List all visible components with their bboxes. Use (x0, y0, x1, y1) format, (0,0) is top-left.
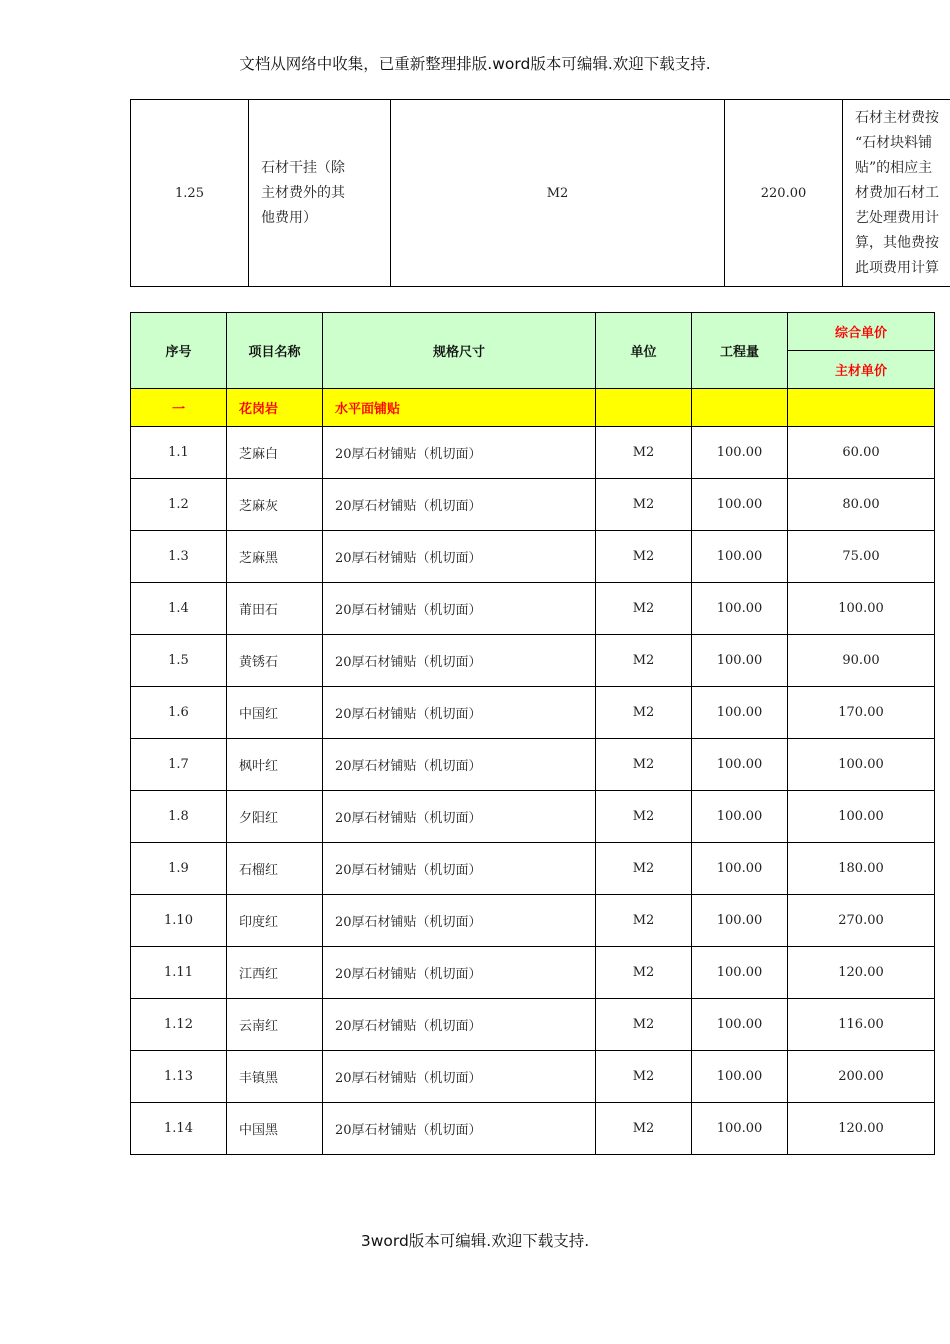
row-quantity: 220.00 (725, 100, 843, 287)
table-row (131, 427, 935, 479)
page-header-note: 文档从网络中收集，已重新整理排版.word版本可编辑.欢迎下载支持. (239, 55, 711, 73)
section-row (131, 389, 935, 427)
row-price: 100.00 (788, 791, 935, 843)
row-name: 芝麻灰 (227, 479, 323, 531)
row-name: 中国红 (227, 687, 323, 739)
row-price: 80.00 (788, 479, 935, 531)
row-price: 200.00 (788, 1051, 935, 1103)
price-table (130, 312, 935, 1155)
row-name-line: 主材费外的其 (261, 184, 345, 201)
row-unit: M2 (596, 635, 692, 687)
row-name: 芝麻黑 (227, 531, 323, 583)
row-number: 1.7 (131, 739, 227, 791)
row-unit: M2 (596, 843, 692, 895)
row-name: 石榴红 (227, 843, 323, 895)
row-spec: 20厚石材铺贴（机切面） (323, 739, 596, 791)
row-spec: 20厚石材铺贴（机切面） (323, 791, 596, 843)
row-unit: M2 (596, 739, 692, 791)
row-name: 丰镇黑 (227, 1051, 323, 1103)
table-row (131, 791, 935, 843)
row-unit: M2 (596, 947, 692, 999)
row-name-line: 石材干挂（除 (261, 159, 345, 176)
row-spec: 20厚石材铺贴（机切面） (323, 843, 596, 895)
row-unit: M2 (596, 687, 692, 739)
row-quantity: 100.00 (692, 843, 788, 895)
row-unit: M2 (596, 1103, 692, 1155)
row-number: 1.13 (131, 1051, 227, 1103)
row-quantity: 100.00 (692, 895, 788, 947)
row-number: 1.25 (131, 100, 249, 287)
row-note-line: 石材主材费按 (855, 109, 939, 126)
header-material-price: 主材单价 (788, 351, 935, 389)
row-quantity: 100.00 (692, 531, 788, 583)
row-price: 120.00 (788, 947, 935, 999)
row-name: 莆田石 (227, 583, 323, 635)
row-price: 116.00 (788, 999, 935, 1051)
row-number: 1.2 (131, 479, 227, 531)
row-price: 100.00 (788, 583, 935, 635)
row-name: 云南红 (227, 999, 323, 1051)
row-note-line: 材费加石材工 (855, 184, 939, 201)
row-spec: 20厚石材铺贴（机切面） (323, 1103, 596, 1155)
row-price: 75.00 (788, 531, 935, 583)
row-number: 1.1 (131, 427, 227, 479)
row-unit: M2 (596, 531, 692, 583)
row-number: 1.11 (131, 947, 227, 999)
row-note-line: 贴”的相应主 (855, 159, 933, 176)
row-spec: 20厚石材铺贴（机切面） (323, 1051, 596, 1103)
row-number: 1.14 (131, 1103, 227, 1155)
row-spec: 20厚石材铺贴（机切面） (323, 583, 596, 635)
table-row (131, 739, 935, 791)
table-header-row (131, 313, 935, 351)
row-price: 90.00 (788, 635, 935, 687)
table-row (131, 687, 935, 739)
row-unit: M2 (596, 791, 692, 843)
row-spec: 20厚石材铺贴（机切面） (323, 427, 596, 479)
row-name-line: 他费用） (261, 209, 317, 226)
header-spec: 规格尺寸 (323, 313, 596, 389)
row-spec: 20厚石材铺贴（机切面） (323, 947, 596, 999)
row-spec: 20厚石材铺贴（机切面） (323, 635, 596, 687)
row-price: 60.00 (788, 427, 935, 479)
row-number: 1.8 (131, 791, 227, 843)
table-row (131, 947, 935, 999)
row-spec: 20厚石材铺贴（机切面） (323, 999, 596, 1051)
header-composite-price: 综合单价 (788, 313, 935, 351)
row-unit: M2 (596, 1051, 692, 1103)
table-row (131, 479, 935, 531)
row-unit: M2 (596, 583, 692, 635)
row-name: 枫叶红 (227, 739, 323, 791)
row-name: 黄锈石 (227, 635, 323, 687)
row-number: 1.5 (131, 635, 227, 687)
header-unit: 单位 (596, 313, 692, 389)
row-number: 1.4 (131, 583, 227, 635)
row-number: 1.3 (131, 531, 227, 583)
table-row (131, 531, 935, 583)
table-body (131, 427, 935, 1155)
row-quantity: 100.00 (692, 947, 788, 999)
row-name: 中国黑 (227, 1103, 323, 1155)
row-price: 180.00 (788, 843, 935, 895)
row-name: 夕阳红 (227, 791, 323, 843)
row-quantity: 100.00 (692, 999, 788, 1051)
row-price: 270.00 (788, 895, 935, 947)
row-name: 印度红 (227, 895, 323, 947)
row-name (249, 100, 391, 287)
row-note-line: 艺处理费用计 (855, 209, 939, 226)
row-quantity: 100.00 (692, 739, 788, 791)
row-note-line: “石材块料铺 (855, 134, 933, 151)
row-quantity: 100.00 (692, 791, 788, 843)
row-quantity: 100.00 (692, 479, 788, 531)
row-note (843, 100, 950, 287)
row-spec: 20厚石材铺贴（机切面） (323, 531, 596, 583)
header-quantity: 工程量 (692, 313, 788, 389)
row-unit: M2 (596, 427, 692, 479)
row-unit: M2 (596, 479, 692, 531)
row-name: 江西红 (227, 947, 323, 999)
table-row (131, 635, 935, 687)
row-number: 1.6 (131, 687, 227, 739)
row-spec: 20厚石材铺贴（机切面） (323, 895, 596, 947)
row-unit: M2 (596, 999, 692, 1051)
row-quantity: 100.00 (692, 635, 788, 687)
table-row (131, 1051, 935, 1103)
row-spec: 20厚石材铺贴（机切面） (323, 687, 596, 739)
row-price: 120.00 (788, 1103, 935, 1155)
row-price: 100.00 (788, 739, 935, 791)
page-footer-note: 3word版本可编辑.欢迎下载支持. (360, 1232, 590, 1250)
row-note-line: 算，其他费按 (855, 234, 939, 251)
row-quantity: 100.00 (692, 427, 788, 479)
header-name: 项目名称 (227, 313, 323, 389)
row-quantity: 100.00 (692, 687, 788, 739)
row-unit: M2 (391, 100, 725, 287)
row-number: 1.10 (131, 895, 227, 947)
table-row (131, 895, 935, 947)
table-row (131, 100, 950, 287)
section-spec: 水平面铺贴 (323, 389, 596, 427)
header-number: 序号 (131, 313, 227, 389)
table-row (131, 1103, 935, 1155)
table-row (131, 843, 935, 895)
section-empty-cell (788, 389, 935, 427)
row-number: 1.12 (131, 999, 227, 1051)
section-empty-cell (596, 389, 692, 427)
row-quantity: 100.00 (692, 1051, 788, 1103)
row-note-line: 此项费用计算 (855, 259, 939, 276)
row-quantity: 100.00 (692, 583, 788, 635)
table-row (131, 999, 935, 1051)
row-spec: 20厚石材铺贴（机切面） (323, 479, 596, 531)
section-name: 花岗岩 (227, 389, 323, 427)
section-number: 一 (131, 389, 227, 427)
table-row (131, 583, 935, 635)
row-price: 170.00 (788, 687, 935, 739)
row-quantity: 100.00 (692, 1103, 788, 1155)
row-name: 芝麻白 (227, 427, 323, 479)
section-empty-cell (692, 389, 788, 427)
continued-table-fragment (130, 99, 950, 287)
row-number: 1.9 (131, 843, 227, 895)
row-unit: M2 (596, 895, 692, 947)
